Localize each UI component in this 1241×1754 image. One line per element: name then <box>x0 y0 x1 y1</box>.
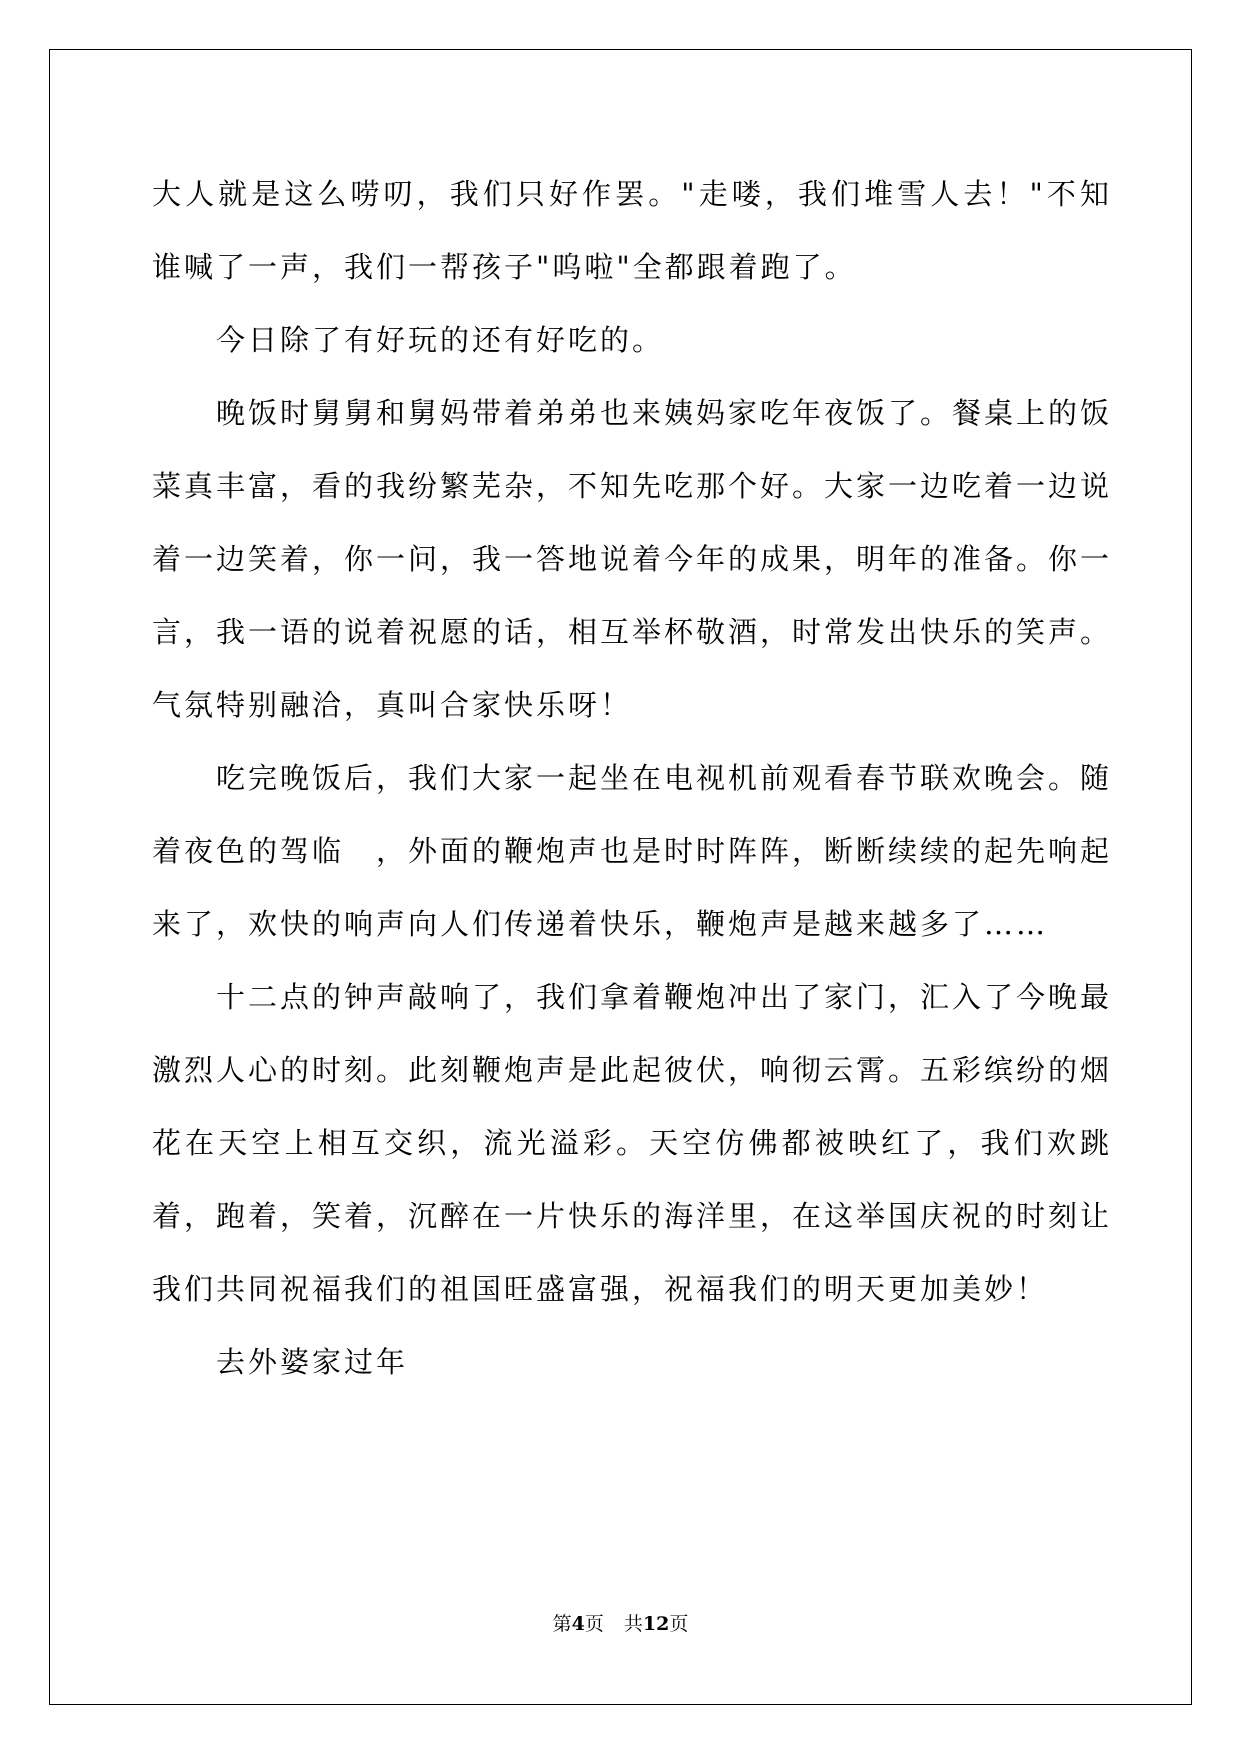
paragraph-4: 吃完晚饭后，我们大家一起坐在电视机前观看春节联欢晚会。随着夜色的驾临 ，外面的鞭炮声也是时时阵阵，断断续续的起先响起来了，欢快的响声向人们传递着快乐，鞭炮声是越来越多了…… <box>152 761 1113 941</box>
total-suffix: 页 <box>669 1613 689 1635</box>
paragraph-3: 晚饭时舅舅和舅妈带着弟弟也来姨妈家吃年夜饭了。餐桌上的饭菜真丰富，看的我纷繁芜杂，不知先吃那个好。大家一边吃着一边说着一边笑着，你一问，我一答地说着今年的成果，明年的准备。你一言，我一语的说着祝愿的话，相互举杯敬酒，时常发出快乐的笑声。气氛特别融洽，真叫合家快乐呀！ <box>152 396 1113 722</box>
paragraph-1: 大人就是这么唠叨，我们只好作罢。"走喽，我们堆雪人去！"不知谁喊了一声，我们一帮孩子"呜啦"全都跟着跑了。 <box>152 177 1112 284</box>
page-number: 4 <box>571 1613 585 1635</box>
total-prefix: 共 <box>623 1613 643 1635</box>
page-prefix: 第 <box>552 1613 572 1635</box>
total-pages: 12 <box>642 1613 670 1635</box>
page-suffix: 页 <box>584 1613 604 1635</box>
document-body <box>152 158 1112 1399</box>
paragraph-5: 十二点的钟声敲响了，我们拿着鞭炮冲出了家门，汇入了今晚最激烈人心的时刻。此刻鞭炮声是此起彼伏，响彻云霄。五彩缤纷的烟花在天空上相互交织，流光溢彩。天空仿佛都被映红了，我们欢跳着，跑着，笑着，沉醉在一片快乐的海洋里，在这举国庆祝的时刻让我们共同祝福我们的祖国旺盛富强，祝福我们的明天更加美妙！ <box>152 980 1113 1306</box>
paragraph-2: 今日除了有好玩的还有好吃的。 <box>216 323 665 357</box>
paragraph-6: 去外婆家过年 <box>216 1345 409 1379</box>
page-footer <box>0 1612 1241 1636</box>
